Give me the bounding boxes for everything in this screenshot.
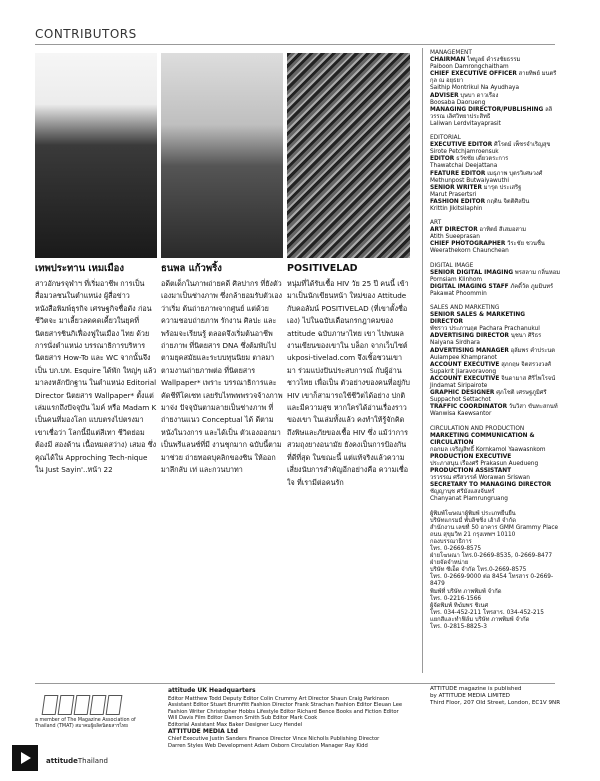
masthead-entry xyxy=(430,284,560,291)
entry-name: ประภาสนุน เรืองศรี Prakasun Auedueng xyxy=(430,460,539,467)
masthead-entry xyxy=(430,482,560,496)
media-credit-line: Chief Executive Justin Sanders Finance Director Vince Nicholls Publishing Director xyxy=(168,736,380,743)
contributor-bio: สาวอักษรจุฬาฯ ที่เริ่มอาชีพ การเป็นสื่อมวลชนในตำแหน่ง ผู้สื่อข่าวหนังสือพิมพ์ธุรกิจ เศรษฐกิจชื่อดัง ก่อนชีวิตจะ มาเลี้ยวลดคดเคี้ยวในยุคที่ นิตยสารชินกิเฟื่องฟูในเมือง ไทย ด้วยการนั่งตำแหน่ง บรรณาธิการบริหาร นิตยสาร How-To และ WC จากนั้นจึง เป็น บก.บท. Esquire ได้พัก ใหญ่ๆ แล้วมาลงหลักปักฐาน ในตำแหน่ง Editorial Director นิตยสาร Wallpaper* ตั้งแต่ เล่มแรกถึงปัจจุบัน ไมค์ หรือ Madam K เป็นคนที่มองโลก แบบตรงไปตรงมา เขาเชื่อว่า โลกนี้มีแต่สีเทา ชีวิตย่อมต้องมี สองด้าน เนื้อหมดสว่าง) เสมอ ซึ่งคุณได้ใน Approching Tech-nique ใน Just Sayin'..หน้า 22 xyxy=(35,279,157,475)
entry-role: ACCOUNT EXECUTIVE xyxy=(430,375,500,382)
publisher-line: Third Floor, 207 Old Street, London, EC1V 9NR xyxy=(430,700,561,706)
masthead-section xyxy=(430,220,560,255)
entry-thai-name: อุลัมพร คำประนต xyxy=(510,347,556,354)
contact-line: ผู้พิมพ์โฆษณาผู้พิมพ์ ประเภทยืนยืน xyxy=(430,510,516,517)
entry-name: Pakawat Phoommin xyxy=(430,290,487,297)
contributor-column xyxy=(161,262,283,477)
contact-line: แยกสีและทำฟิล์ม บริษัท ภาพพิมพ์ จำกัด xyxy=(430,616,530,623)
entry-role: ADVISER xyxy=(430,92,459,99)
column-divider xyxy=(422,48,423,673)
section-heading: CIRCULATION AND PRODUCTION xyxy=(430,425,525,432)
contact-line: โทร. 0-2669-9000 ต่อ 8454 โทรสาร 0-2669-8479 xyxy=(430,574,554,588)
entry-name: พัชราว ประภานฤต Pachara Prachanukul xyxy=(430,326,540,333)
contributor-column xyxy=(287,262,410,489)
masthead-entry xyxy=(430,348,560,355)
entry-role: MARKETING COMMUNICATION & CIRCULATION xyxy=(430,432,535,446)
entry-role: EDITOR xyxy=(430,156,455,163)
entry-role: ART DIRECTOR xyxy=(430,227,478,234)
entry-role: DIGITAL IMAGING STAFF xyxy=(430,283,509,290)
entry-name: Krittin Jikitsilaphin xyxy=(430,205,483,212)
entry-name: Suppachot Settachot xyxy=(430,397,491,404)
uk-credit-line: Editorial Assistant Max Baker Designer Lucy Hendel xyxy=(168,721,303,728)
masthead-entry xyxy=(430,333,560,340)
entry-name: Aulampee Khampranot xyxy=(430,354,497,361)
masthead-entry xyxy=(430,93,560,100)
contributor-name: เทพประทาน เหมเมือง xyxy=(35,263,125,274)
entry-name: Paiboon Damrongchaitham xyxy=(430,64,509,71)
entry-thai-name: สายทิพย์ มนตรีกุล ณ อยุธยา xyxy=(430,71,557,85)
bottom-divider xyxy=(35,683,555,684)
section-heading: ART xyxy=(430,220,442,227)
entry-name: Marut Prasertsri xyxy=(430,191,477,198)
masthead xyxy=(430,50,560,631)
association-text: a member of The Magazine Association of Thailand (TMAT) สมาคมผู้ผลิตนิตยสารไทย xyxy=(35,718,136,729)
media-credit-line: Darren Styles Web Development Adam Osborn Circulation Manager Ray Kidd xyxy=(168,742,368,749)
contact-line: ผู้จัดพิมพ์ ทิฆัมพร ชิเนศ xyxy=(430,602,489,609)
entry-thai-name: ภัคดิ์วัต ภูมมินทร์ xyxy=(510,283,554,290)
publisher-line: ATTITUDE magazine is published xyxy=(430,686,522,692)
contributor-name: ธนพล แก้วพริ้ง xyxy=(161,263,222,274)
entry-thai-name: มารุต ประเสริฐ xyxy=(483,184,522,191)
masthead-entry xyxy=(430,241,560,248)
contact-line: พิมพ์ที่ บริษัท ภาพพิมพ์ จำกัด xyxy=(430,588,502,595)
entry-role: CHIEF EXECUTIVE OFFICER xyxy=(430,71,517,78)
contact-line: ถนน สุขุมวิท 21 กรุงเทพฯ 10110 xyxy=(430,531,516,538)
entry-thai-name: พรสลาม กลิ่นหอม xyxy=(514,269,561,276)
contact-block xyxy=(430,511,560,632)
contact-line: บริษัท ซีเอ็ด จำกัด โทร.0-2669-8575 xyxy=(430,567,527,574)
entry-thai-name: สุภกฤษ จิตสรวงวงศ์ xyxy=(501,361,551,368)
entry-role: ACCOUNT EXECUTIVE xyxy=(430,361,500,368)
masthead-entry xyxy=(430,156,560,163)
contact-line: โทร. 0-2216-1566 xyxy=(430,595,482,602)
entry-name: Pornsiam Klinhom xyxy=(430,276,483,283)
entry-role: EXECUTIVE EDITOR xyxy=(430,142,493,149)
entry-name: Laliwan Lerdvitayaprasit xyxy=(430,120,501,127)
entry-name: Jindamat Siripairote xyxy=(430,383,488,390)
section-heading: SALES AND MARKETING xyxy=(430,305,500,311)
uk-credit-line: Editor Matthew Todd Deputy Editor Colin Crummy Art Director Shaun Craig Parkinson xyxy=(168,695,390,702)
entry-role: ADVERTISING MANAGER xyxy=(430,347,509,354)
contributor-photo-3 xyxy=(287,53,410,258)
masthead-section xyxy=(430,426,560,504)
entry-role: SENIOR SALES & MARKETING DIRECTOR xyxy=(430,312,526,326)
masthead-entry xyxy=(430,185,560,192)
entry-thai-name: นุชนา ศิริธร xyxy=(510,333,542,340)
contact-line: สำนักงาน เลขที่ 50 อาคาร GMM Grammy Place xyxy=(430,524,559,531)
entry-name: Weerathekorn Chaunchean xyxy=(430,248,509,255)
masthead-section xyxy=(430,263,560,298)
association-badge xyxy=(35,695,143,730)
contact-line: ฝ่ายจัดจำหน่าย xyxy=(430,560,469,567)
entry-thai-name: ลลิวรรณ เลิศวิทยาประสิทธิ xyxy=(430,106,553,120)
entry-role: SENIOR DIGITAL IMAGING xyxy=(430,269,514,276)
entry-name: Boosaba Daorueng xyxy=(430,99,486,106)
contact-line: กองบรรณาธิการ xyxy=(430,538,472,545)
masthead-entry xyxy=(430,71,560,85)
contact-line: โทร. 0-2815-8825-3 xyxy=(430,624,487,631)
entry-thai-name: กฤติน จิตติศิลปิน xyxy=(486,198,530,205)
masthead-entry xyxy=(430,390,560,397)
contact-line: บริษัทแกรมมี่ พับลิชชิ่ง เฮ้าส์ จำกัด xyxy=(430,517,516,524)
uk-credit-line: Will Davis Film Editor Damon Smith Sub Editor Mark Cook xyxy=(168,715,318,722)
masthead-section xyxy=(430,135,560,213)
masthead-entry xyxy=(430,142,560,149)
brand-suffix: Thailand xyxy=(77,757,108,765)
contributor-column xyxy=(35,262,157,477)
uk-credit-line: Fashion Writer Christopher Hobbs Lifestyle Editor Richard Bence Books and Fiction Editor xyxy=(168,708,399,715)
entry-thai-name: ศิโรตม์ เพ็ชรจำเริญสุข xyxy=(494,142,551,149)
entry-role: ADVERTISING DIRECTOR xyxy=(430,333,510,340)
entry-name: Wanwisa Kaewsantor xyxy=(430,411,492,418)
masthead-entry xyxy=(430,376,560,383)
entry-role: CHAIRMAN xyxy=(430,57,466,64)
publisher-note xyxy=(430,686,570,707)
entry-name: Atith Sueeprasan xyxy=(430,234,480,241)
masthead-entry xyxy=(430,404,560,411)
entry-name: กอกมล เจริญสิทธิ์ Kornkamol Yaawasnkom xyxy=(430,446,546,453)
contributor-photo-1 xyxy=(35,53,157,258)
entry-name: Saithip Montrikul Na Ayudhaya xyxy=(430,85,520,92)
masthead-entry xyxy=(430,362,560,369)
masthead-entry xyxy=(430,199,560,206)
entry-thai-name: ชัญญานุช ศรีมังแสงจันทร์ xyxy=(430,489,495,496)
entry-thai-name: ศุภโชติ เศรษฐภูมิศรี xyxy=(496,390,547,397)
contributor-bio: อดีตเด็กในภาพถ่ายคดี ศิลปากร ที่ยังตัวเองมาเป็นช่างภาพ ซึ่งกล้ายอมรับตัวเองว่าเริ่ม ต้นถ่ายภาพจากศูนย์ แต่ด้วย ความชอบถ่ายภาพ รักงาน ศิลปะ และพร้อมจะเรียนรู้ ตลอดจึงเริ่มต้นอาชีพถ่ายภาพ ที่นิตยสาร DNA ซึ่งต้มพับไป ตามยุคสมัยและระบบทุนนิยม ตาลมาตามงานถ่ายภาพต่อ ที่นิตยสาร Wallpaper* เพราะ บรรณาธิการและคัดชีทีโคเซท เลยรับไทพพพรวจจ้างภาพมาจ่ง ปัจจุบันตามลายเป็นช่างภาพ ที่ถ่ายงานแนว Conceptual ได้ ดีตามหนังในวงการ และได้เป็น ตัวเองออกมาเป็นพรีแลนซ์ที่มี งานชุกมาก ฉบับนี้ตามมาช่วย ถ่ายทอดบุคลิกของซิน ให้ออก มาลึกลับ เท่ และกวนบาทา xyxy=(161,279,283,475)
contact-line: ฝ่ายโฆษณา โทร.0-2669-8535, 0-2669-8477 xyxy=(430,553,553,560)
section-heading: MANAGEMENT xyxy=(430,50,472,56)
entry-name: วรวรรณ ศรีสวรรค์ Worawan Sriswan xyxy=(430,475,530,482)
uk-credit-line: Assistant Editor Stuart Brumfitt Fashion Director Frank Strachan Fashion Editor Eleuan Lee xyxy=(168,702,403,709)
play-icon xyxy=(12,745,38,771)
entry-role: FASHION EDITOR xyxy=(430,198,486,205)
entry-role: SENIOR WRITER xyxy=(430,184,482,191)
entry-role: SECRETARY TO MANAGING DIRECTOR xyxy=(430,482,552,489)
entry-name: Thawatchai Deejattana xyxy=(430,163,498,170)
entry-thai-name: จินดามาส ศิริไพโรจน์ xyxy=(501,375,556,382)
uk-credits xyxy=(168,688,418,749)
section-heading: EDITORIAL xyxy=(430,135,461,142)
entry-role: FEATURE EDITOR xyxy=(430,170,486,177)
contact-line: โทร. 0-2669-8575 xyxy=(430,546,482,552)
entry-thai-name: ธวัชชัย เดี่ยวตระการ xyxy=(456,156,509,163)
entry-thai-name: วีระชัย ชวนชื่น xyxy=(507,241,545,248)
entry-thai-name: อาทิตย์ สีเสมอสาม xyxy=(479,227,527,234)
masthead-entry xyxy=(430,312,560,326)
contributor-bio: หนุ่มที่ได้รับเชื้อ HIV วัย 25 ปี คนนี้ เข้ามาเป็นนักเขียนหน้า ใหม่ของ Attitude กับคอลัมน์ POSITIVELAD (ที่เขาตั้งชื่อเอง) ไปในฉบับเดือนกรกฎาคมของ attitude ฉบับภาษาไทย เขา ไปพบผลงานเขียนของเขาใน บล็อก จากเว็บไซต์ ukposi-tivelad.com จึงเชิ้อชวนเขามา ร่วมแบ่งปันประสบการณ์ กับผู้อ่านชาวไทย เพื่อเป็น ตัวอย่างของคนที่อยู่กับ HIV เขาก็สามารถใช้ชีวิตได้อย่าง ปกติและมีความสุข หากใครได้อ่านเรื่องราวของเขา ในเล่มทั้งแล้ว คงทำให้รู้จักคิด ถึงพิษและภัยของเชื้อ HIV ซึ่ง แม้ว่าการสวมถุงยางอนามัย ยังคงเป็นการป้องกันที่ดีที่สุด ในขณะนี้ แต่แท้จริงแล้วความ เสี่ยงนับการสำคัญอีกอย่างคือ ความเชื่อใจ ที่เรามีต่อคนรัก xyxy=(287,279,410,487)
masthead-entry xyxy=(430,433,560,447)
entry-name: Methunpost Butwaiyawuthi xyxy=(430,177,510,184)
media-title: ATTITUDE MEDIA Ltd xyxy=(168,727,238,735)
contact-line: โทร. 034-452-211 โทรสาร. 034-452-215 xyxy=(430,609,544,616)
masthead-entry xyxy=(430,454,560,461)
contributor-photo-2 xyxy=(161,53,283,258)
entry-name: Chanyanat Plamrungruang xyxy=(430,496,508,503)
top-divider xyxy=(35,44,555,45)
entry-thai-name: บุษบา ดาวเรือง xyxy=(460,92,499,99)
entry-name: Supakrit Jiaravoravong xyxy=(430,368,497,375)
masthead-entry xyxy=(430,107,560,121)
contributor-name: POSITIVELAD xyxy=(287,263,358,274)
entry-thai-name: วันวิสา ขันทะสกนท์ xyxy=(508,404,558,411)
entry-name: Naiyana Sirdhara xyxy=(430,340,480,347)
entry-thai-name: เมธุภาพ บุตรวิเศษวงศ์ xyxy=(487,170,543,177)
masthead-section xyxy=(430,50,560,128)
entry-role: PRODUCTION ASSISTANT xyxy=(430,468,512,475)
masthead-entry xyxy=(430,171,560,178)
association-logo xyxy=(43,695,143,715)
masthead-entry xyxy=(430,227,560,234)
publisher-line: by ATTITUDE MEDIA LIMITED xyxy=(430,693,510,699)
brand-logo xyxy=(46,757,108,765)
page-title: CONTRIBUTORS xyxy=(35,27,137,41)
entry-role: TRAFFIC COORDINATOR xyxy=(430,404,508,411)
uk-title: attitude UK Headquarters xyxy=(168,687,256,694)
entry-role: MANAGING DIRECTOR/PUBLISHING xyxy=(430,106,544,113)
entry-role: PRODUCTION EXECUTIVE xyxy=(430,453,512,460)
entry-thai-name: ไพบูลย์ ดำรงชัยธรรม xyxy=(467,57,521,64)
masthead-entry xyxy=(430,57,560,64)
entry-role: GRAPHIC DESIGNER xyxy=(430,390,495,397)
brand-name: attitude xyxy=(46,757,78,765)
masthead-section xyxy=(430,305,560,419)
masthead-entry xyxy=(430,270,560,277)
entry-role: CHIEF PHOTOGRAPHER xyxy=(430,241,506,248)
entry-name: Sirote Petchjamroensuk xyxy=(430,149,499,156)
section-heading: DIGITAL IMAGE xyxy=(430,262,474,269)
